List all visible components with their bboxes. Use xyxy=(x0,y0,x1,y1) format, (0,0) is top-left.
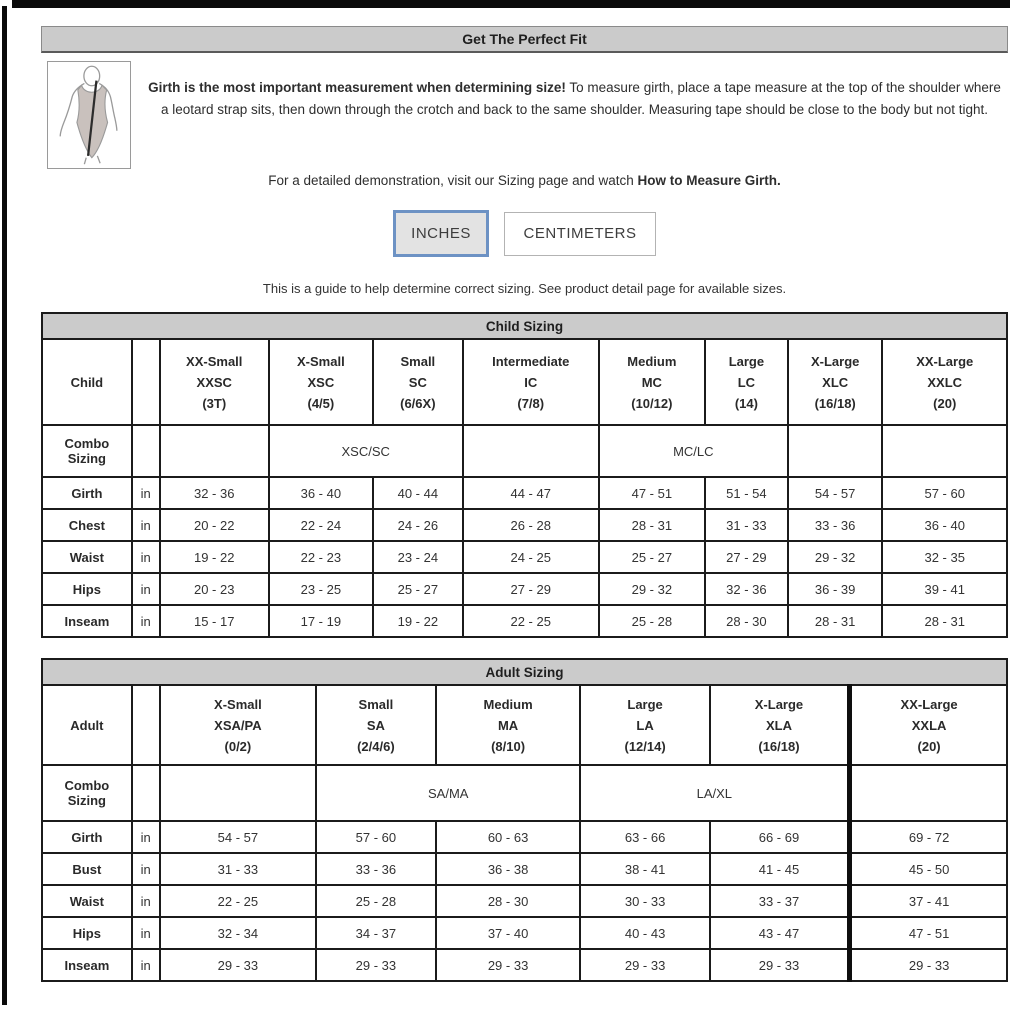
table-row-header: Adult xyxy=(42,685,132,765)
measurement-row-label: Inseam xyxy=(42,605,132,637)
combo-cell: MC/LC xyxy=(599,425,788,477)
size-value-cell: 60 - 63 xyxy=(436,821,581,853)
size-value-cell: 51 - 54 xyxy=(705,477,788,509)
size-value-cell: 31 - 33 xyxy=(705,509,788,541)
size-value-cell: 28 - 31 xyxy=(788,605,883,637)
size-column-header: Small SA (2/4/6) xyxy=(316,685,436,765)
unit-cell: in xyxy=(132,949,160,981)
size-value-cell: 29 - 33 xyxy=(850,949,1007,981)
size-value-cell: 19 - 22 xyxy=(373,605,463,637)
combo-cell xyxy=(160,765,316,821)
size-column-header: Small SC (6/6X) xyxy=(373,339,463,425)
size-value-cell: 28 - 30 xyxy=(705,605,788,637)
size-value-cell: 41 - 45 xyxy=(710,853,850,885)
size-value-cell: 32 - 34 xyxy=(160,917,316,949)
combo-cell xyxy=(850,765,1007,821)
measurement-row-label: Waist xyxy=(42,885,132,917)
size-value-cell: 30 - 33 xyxy=(580,885,709,917)
size-value-cell: 47 - 51 xyxy=(850,917,1007,949)
size-value-cell: 36 - 40 xyxy=(269,477,373,509)
measurement-row-label: Girth xyxy=(42,477,132,509)
size-value-cell: 23 - 25 xyxy=(269,573,373,605)
size-value-cell: 39 - 41 xyxy=(882,573,1007,605)
size-value-cell: 22 - 25 xyxy=(463,605,599,637)
size-value-cell: 27 - 29 xyxy=(705,541,788,573)
size-column-header: X-Small XSA/PA (0/2) xyxy=(160,685,316,765)
inches-button[interactable]: INCHES xyxy=(393,210,489,257)
size-value-cell: 26 - 28 xyxy=(463,509,599,541)
centimeters-button[interactable]: CENTIMETERS xyxy=(504,212,656,256)
combo-cell xyxy=(463,425,599,477)
size-value-cell: 22 - 25 xyxy=(160,885,316,917)
table-title: Adult Sizing xyxy=(42,659,1007,685)
demo-bold-text: How to Measure Girth. xyxy=(637,173,781,188)
combo-cell xyxy=(882,425,1007,477)
combo-cell: SA/MA xyxy=(316,765,580,821)
size-column-header: Intermediate IC (7/8) xyxy=(463,339,599,425)
size-value-cell: 31 - 33 xyxy=(160,853,316,885)
size-value-cell: 15 - 17 xyxy=(160,605,269,637)
measurement-row-label: Girth xyxy=(42,821,132,853)
size-value-cell: 29 - 33 xyxy=(580,949,709,981)
size-value-cell: 40 - 43 xyxy=(580,917,709,949)
size-value-cell: 32 - 36 xyxy=(160,477,269,509)
size-value-cell: 38 - 41 xyxy=(580,853,709,885)
unit-cell: in xyxy=(132,573,160,605)
intro-body-text: To measure girth, place a tape measure at the top of the shoulder where a leotard strap sits, then down through the crotch and back to the same shoulder. Measuring tape should be close to the body but not tight. xyxy=(160,79,1001,117)
size-value-cell: 17 - 19 xyxy=(269,605,373,637)
size-value-cell: 24 - 25 xyxy=(463,541,599,573)
size-value-cell: 37 - 40 xyxy=(436,917,581,949)
size-value-cell: 45 - 50 xyxy=(850,853,1007,885)
unit-cell xyxy=(132,765,160,821)
size-value-cell: 22 - 24 xyxy=(269,509,373,541)
adult-sizing-table xyxy=(41,658,1008,982)
measurement-row-label: Hips xyxy=(42,917,132,949)
size-value-cell: 69 - 72 xyxy=(850,821,1007,853)
size-value-cell: 19 - 22 xyxy=(160,541,269,573)
page-title: Get The Perfect Fit xyxy=(41,26,1008,53)
combo-cell xyxy=(788,425,883,477)
girth-instructions xyxy=(131,75,1008,156)
size-value-cell: 37 - 41 xyxy=(850,885,1007,917)
size-column-header: X-Small XSC (4/5) xyxy=(269,339,373,425)
size-value-cell: 29 - 33 xyxy=(710,949,850,981)
size-value-cell: 43 - 47 xyxy=(710,917,850,949)
size-value-cell: 47 - 51 xyxy=(599,477,705,509)
size-value-cell: 25 - 28 xyxy=(316,885,436,917)
size-column-header: XX-Small XXSC (3T) xyxy=(160,339,269,425)
size-value-cell: 29 - 33 xyxy=(160,949,316,981)
size-column-header: Medium MC (10/12) xyxy=(599,339,705,425)
unit-cell: in xyxy=(132,605,160,637)
unit-cell: in xyxy=(132,477,160,509)
size-column-header: X-Large XLC (16/18) xyxy=(788,339,883,425)
size-value-cell: 24 - 26 xyxy=(373,509,463,541)
girth-diagram xyxy=(47,61,131,169)
size-column-header: Large LC (14) xyxy=(705,339,788,425)
size-value-cell: 34 - 37 xyxy=(316,917,436,949)
unit-cell: in xyxy=(132,885,160,917)
size-value-cell: 40 - 44 xyxy=(373,477,463,509)
combo-row-header: Combo Sizing xyxy=(42,425,132,477)
size-value-cell: 25 - 27 xyxy=(599,541,705,573)
screenshot-border-left xyxy=(2,6,7,1005)
size-value-cell: 28 - 30 xyxy=(436,885,581,917)
size-value-cell: 44 - 47 xyxy=(463,477,599,509)
size-column-header: XX-Large XXLA (20) xyxy=(850,685,1007,765)
size-value-cell: 63 - 66 xyxy=(580,821,709,853)
size-value-cell: 27 - 29 xyxy=(463,573,599,605)
size-value-cell: 36 - 40 xyxy=(882,509,1007,541)
sizing-guide-note: This is a guide to help determine correct sizing. See product detail page for available sizes. xyxy=(262,281,787,296)
size-value-cell: 23 - 24 xyxy=(373,541,463,573)
size-value-cell: 29 - 32 xyxy=(788,541,883,573)
content-area xyxy=(41,26,1008,982)
size-value-cell: 33 - 36 xyxy=(316,853,436,885)
demo-instruction xyxy=(41,173,1008,188)
size-value-cell: 32 - 36 xyxy=(705,573,788,605)
size-value-cell: 28 - 31 xyxy=(599,509,705,541)
intro-bold-text: Girth is the most important measurement when determining size! xyxy=(148,79,566,95)
table-row-header: Child xyxy=(42,339,132,425)
child-sizing-table xyxy=(41,312,1008,638)
size-column-header: Medium MA (8/10) xyxy=(436,685,581,765)
size-value-cell: 25 - 27 xyxy=(373,573,463,605)
size-value-cell: 29 - 32 xyxy=(599,573,705,605)
unit-column-header xyxy=(132,685,160,765)
unit-cell: in xyxy=(132,509,160,541)
size-value-cell: 66 - 69 xyxy=(710,821,850,853)
combo-row-header: Combo Sizing xyxy=(42,765,132,821)
combo-cell: LA/XL xyxy=(580,765,849,821)
screenshot-border-top xyxy=(12,0,1010,8)
size-value-cell: 36 - 38 xyxy=(436,853,581,885)
size-value-cell: 22 - 23 xyxy=(269,541,373,573)
size-value-cell: 54 - 57 xyxy=(160,821,316,853)
combo-cell: XSC/SC xyxy=(269,425,463,477)
size-value-cell: 54 - 57 xyxy=(788,477,883,509)
unit-cell xyxy=(132,425,160,477)
combo-cell xyxy=(160,425,269,477)
size-value-cell: 57 - 60 xyxy=(882,477,1007,509)
measurement-row-label: Inseam xyxy=(42,949,132,981)
size-value-cell: 25 - 28 xyxy=(599,605,705,637)
measurement-row-label: Chest xyxy=(42,509,132,541)
measurement-row-label: Bust xyxy=(42,853,132,885)
size-value-cell: 36 - 39 xyxy=(788,573,883,605)
size-column-header: X-Large XLA (16/18) xyxy=(710,685,850,765)
unit-toggle xyxy=(41,210,1008,257)
size-column-header: Large LA (12/14) xyxy=(580,685,709,765)
unit-cell: in xyxy=(132,853,160,885)
size-value-cell: 33 - 37 xyxy=(710,885,850,917)
size-value-cell: 33 - 36 xyxy=(788,509,883,541)
measurement-row-label: Hips xyxy=(42,573,132,605)
intro-section xyxy=(41,61,1008,169)
size-column-header: XX-Large XXLC (20) xyxy=(882,339,1007,425)
demo-text: For a detailed demonstration, visit our Sizing page and watch xyxy=(268,173,638,188)
unit-cell: in xyxy=(132,821,160,853)
size-value-cell: 20 - 22 xyxy=(160,509,269,541)
size-value-cell: 32 - 35 xyxy=(882,541,1007,573)
measurement-row-label: Waist xyxy=(42,541,132,573)
unit-cell: in xyxy=(132,917,160,949)
size-value-cell: 28 - 31 xyxy=(882,605,1007,637)
leotard-figure-icon xyxy=(50,64,128,166)
unit-column-header xyxy=(132,339,160,425)
table-title: Child Sizing xyxy=(42,313,1007,339)
size-value-cell: 29 - 33 xyxy=(436,949,581,981)
size-value-cell: 57 - 60 xyxy=(316,821,436,853)
size-value-cell: 20 - 23 xyxy=(160,573,269,605)
size-value-cell: 29 - 33 xyxy=(316,949,436,981)
unit-cell: in xyxy=(132,541,160,573)
